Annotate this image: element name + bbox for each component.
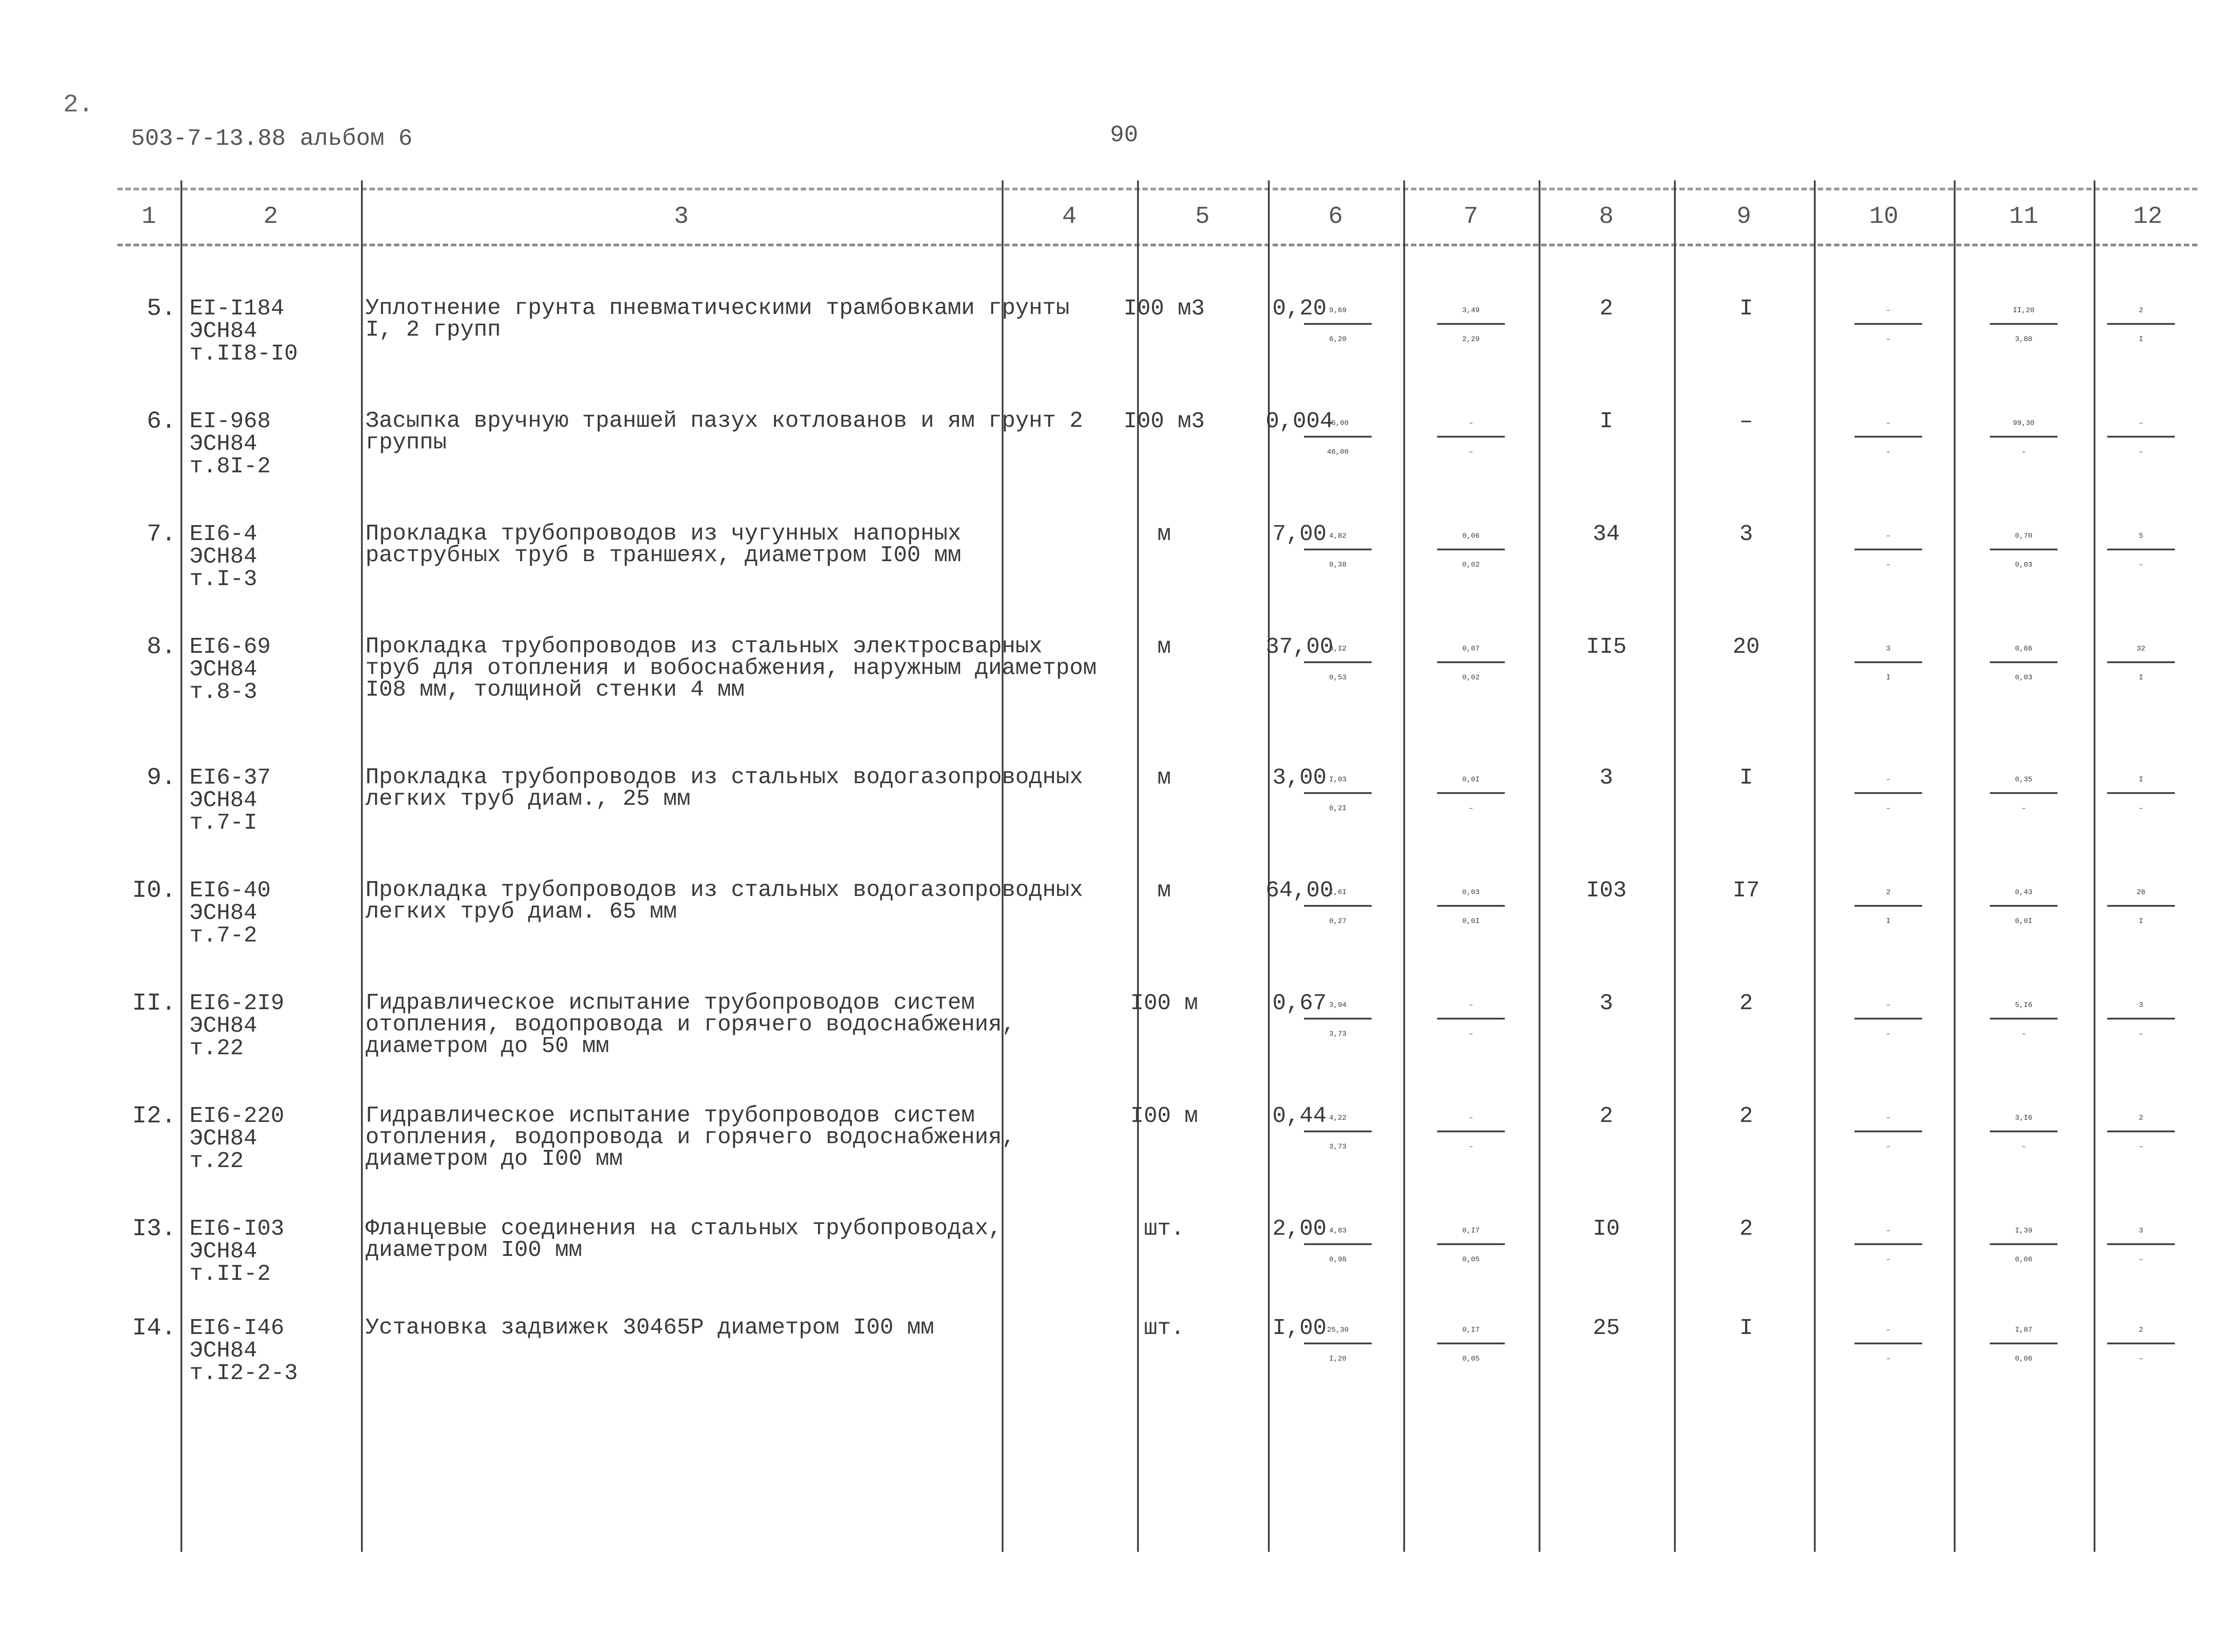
col7-fraction: $\frac{0,I7}{0,05}$ [1408,1317,1534,1373]
unit: м [1157,765,1171,791]
col11-fraction: $\frac{II,20}{3,80}$ [1961,298,2087,354]
rate-code: EI6-220 ЭСН84 т.22 [190,1103,285,1174]
column-number: 4 [1062,203,1077,231]
table-row [117,408,2197,523]
column-number: 11 [2009,203,2039,231]
header-dashed-rule [117,244,2197,246]
col6-fraction: $\frac{4,83}{0,98}$ [1275,1218,1401,1274]
row-number: 5. [147,295,176,323]
col11-fraction: $\frac{0,43}{0,0I}$ [1961,880,2087,936]
col9-value: 20 [1732,634,1760,660]
column-number: 1 [141,203,157,231]
column-number: 2 [263,203,278,231]
quantity: 2,00 [1272,1216,1327,1242]
col9-value: 2 [1739,1103,1753,1129]
col7-fraction: $\frac{3,49}{2,29}$ [1408,298,1534,354]
unit: м [1157,878,1171,904]
col9-value: 2 [1739,1216,1753,1242]
col9-value: I [1739,1315,1753,1341]
col7-fraction: $\frac{0,07}{0,02}$ [1408,636,1534,692]
column-number: 8 [1599,203,1614,231]
col8-value: 2 [1599,296,1613,322]
col12-fraction: $\frac{28}{I}$ [2085,880,2197,936]
table-row [117,764,2197,880]
unit: I00 м3 [1123,296,1205,322]
column-number: 3 [674,203,689,231]
table-row [117,295,2197,411]
column-number: 12 [2133,203,2163,231]
unit: шт. [1143,1315,1184,1341]
col9-value: I [1739,765,1753,791]
col10-fraction: – – [1825,298,1951,354]
col8-value: 25 [1592,1315,1620,1341]
work-description: Засыпка вручную траншей пазух котлованов и ям грунт 2 группы [365,408,1083,456]
work-description: Уплотнение грунта пневматическими трамбовками грунты I, 2 групп [365,295,1070,343]
col8-value: I0 [1592,1216,1620,1242]
table-row [117,1215,2197,1331]
col6-fraction: $\frac{I,6I}{0,27}$ [1275,880,1401,936]
col7-fraction: $\frac{0,I7}{0,05}$ [1408,1218,1534,1274]
rate-code: EI6-4 ЭСН84 т.I-3 [190,521,258,592]
unit: I00 м [1130,991,1198,1016]
col10-fraction: – – [1825,767,1951,823]
estimate-table [117,180,2197,1552]
work-description: Установка задвижек 30465Р диаметром I00 мм [365,1315,934,1341]
column-number: 10 [1869,203,1899,231]
rate-code: EI6-40 ЭСН84 т.7-2 [190,878,271,949]
quantity: 0,004 [1265,409,1334,434]
col9-value: I [1739,296,1753,322]
row-number: I2. [132,1103,176,1130]
col8-value: I03 [1586,878,1627,904]
quantity: 0,67 [1272,991,1327,1016]
rate-code: EI6-69 ЭСН84 т.8-3 [190,634,271,705]
col9-value: I7 [1732,878,1760,904]
quantity: 3,00 [1272,765,1327,791]
col11-fraction: $\frac{0,86}{0,03}$ [1961,636,2087,692]
quantity: 0,44 [1272,1103,1327,1129]
col6-fraction: $\frac{25,30}{I,20}$ [1275,1317,1401,1373]
col8-value: 3 [1599,765,1613,791]
col11-fraction: 0,35 – [1961,767,2087,823]
row-number: 9. [147,764,176,792]
col9-value: 2 [1739,991,1753,1016]
work-description: Прокладка трубопроводов из стальных водогазопроводных легких труб диам., 25 мм [365,765,1083,812]
quantity: 64,00 [1265,878,1334,904]
col11-fraction: 3,I6 – [1961,1105,2087,1161]
col7-fraction: – – [1408,992,1534,1048]
col11-fraction: 5,I6 – [1961,992,2087,1048]
col8-value: II5 [1586,634,1627,660]
work-description: Фланцевые соединения на стальных трубопроводах, диаметром I00 мм [365,1216,1002,1263]
rate-code: EI-968 ЭСН84 т.8I-2 [190,409,271,480]
table-row [117,1105,2197,1218]
col10-fraction: – – [1825,1317,1951,1373]
col6-fraction: $\frac{3,94}{3,73}$ [1275,992,1401,1048]
col11-fraction: $\frac{0,70}{0,03}$ [1961,523,2087,579]
rate-code: EI6-I03 ЭСН84 т.II-2 [190,1216,285,1287]
row-number: I4. [132,1315,176,1342]
col12-fraction: 3 – [2085,1218,2197,1274]
col8-value: 3 [1599,991,1613,1016]
col10-fraction: – – [1825,411,1951,466]
rate-code: EI-I184 ЭСН84 т.II8-I0 [190,296,298,367]
row-number: 7. [147,521,176,548]
rate-code: EI6-2I9 ЭСН84 т.22 [190,991,285,1061]
column-number: 7 [1463,203,1479,231]
quantity: 0,20 [1272,296,1327,322]
col12-fraction: I – [2085,767,2197,823]
unit: м [1157,634,1171,660]
col10-fraction: – – [1825,523,1951,579]
col7-fraction: – – [1408,411,1534,466]
col9-value: – [1739,409,1753,434]
table-row [117,1317,2197,1430]
document-code: 503-7-13.88 альбом 6 [131,125,413,152]
col7-fraction: $\frac{0,06}{0,02}$ [1408,523,1534,579]
col6-fraction: $\frac{4,22}{3,73}$ [1275,1105,1401,1161]
unit: I00 м3 [1123,409,1205,434]
row-number: I3. [132,1215,176,1243]
col10-fraction: $\frac{3}{I}$ [1825,636,1951,692]
col11-fraction: $\frac{I,39}{0,06}$ [1961,1218,2087,1274]
col6-fraction: $\frac{3,I2}{0,53}$ [1275,636,1401,692]
table-row [117,633,2197,749]
unit: шт. [1143,1216,1184,1242]
col12-fraction: 2 – [2085,1317,2197,1373]
col10-fraction: $\frac{2}{I}$ [1825,880,1951,936]
col10-fraction: – – [1825,992,1951,1048]
col12-fraction: $\frac{2}{I}$ [2085,298,2197,354]
col8-value: 2 [1599,1103,1613,1129]
row-number: II. [132,990,176,1017]
table-row [117,523,2197,636]
quantity: 37,00 [1265,634,1334,660]
col7-fraction: 0,0I – [1408,767,1534,823]
column-number: 6 [1328,203,1343,231]
unit: м [1157,521,1171,547]
col8-value: I [1599,409,1613,434]
col12-fraction: 2 – [2085,1105,2197,1161]
col7-fraction: $\frac{0,03}{0,0I}$ [1408,880,1534,936]
col10-fraction: – – [1825,1105,1951,1161]
col6-fraction: $\frac{4,82}{0,38}$ [1275,523,1401,579]
col12-fraction: 5 – [2085,523,2197,579]
col9-value: 3 [1739,521,1753,547]
page-number: 90 [1110,122,1138,148]
unit: I00 м [1130,1103,1198,1129]
column-number: 5 [1195,203,1210,231]
col11-fraction: 99,30 – [1961,411,2087,466]
work-description: Прокладка трубопроводов из чугунных напорных раструбных труб в траншеях, диаметром I00 мм [365,521,962,568]
col11-fraction: $\frac{I,87}{0,06}$ [1961,1317,2087,1373]
col7-fraction: – – [1408,1105,1534,1161]
col12-fraction: $\frac{32}{I}$ [2085,636,2197,692]
col8-value: 34 [1592,521,1620,547]
table-row [117,992,2197,1105]
row-number: 8. [147,633,176,661]
col6-fraction: $\frac{9,69}{6,20}$ [1275,298,1401,354]
quantity: 7,00 [1272,521,1327,547]
rate-code: EI6-37 ЭСН84 т.7-I [190,765,271,836]
work-description: Прокладка трубопроводов из стальных электросварных труб для отопления и вобоснабжения, наружным диаметром I08 мм, толщиной стенки 4 мм [365,634,1097,703]
column-number: 9 [1736,203,1752,231]
col12-fraction: 3 – [2085,992,2197,1048]
col10-fraction: – – [1825,1218,1951,1274]
col6-fraction: $\frac{I,03}{0,2I}$ [1275,767,1401,823]
col12-fraction: – – [2085,411,2197,466]
work-description: Прокладка трубопроводов из стальных водогазопроводных легких труб диам. 65 мм [365,877,1083,925]
work-description: Гидравлическое испытание трубопроводов систем отопления, водопровода и горячего водоснабжения, диаметром до 50 мм [365,990,1016,1059]
row-number: 6. [147,408,176,435]
rate-code: EI6-I46 ЭСН84 т.I2-2-3 [190,1315,298,1386]
row-number: I0. [132,877,176,904]
page-corner-mark: 2. [63,90,94,119]
quantity: I,00 [1272,1315,1327,1341]
col6-fraction: $\frac{46,00}{46,00}$ [1275,411,1401,466]
table-top-dashed-rule [117,188,2197,190]
table-row [117,877,2197,992]
work-description: Гидравлическое испытание трубопроводов систем отопления, водопровода и горячего водоснабжения, диаметром до I00 мм [365,1103,1016,1172]
